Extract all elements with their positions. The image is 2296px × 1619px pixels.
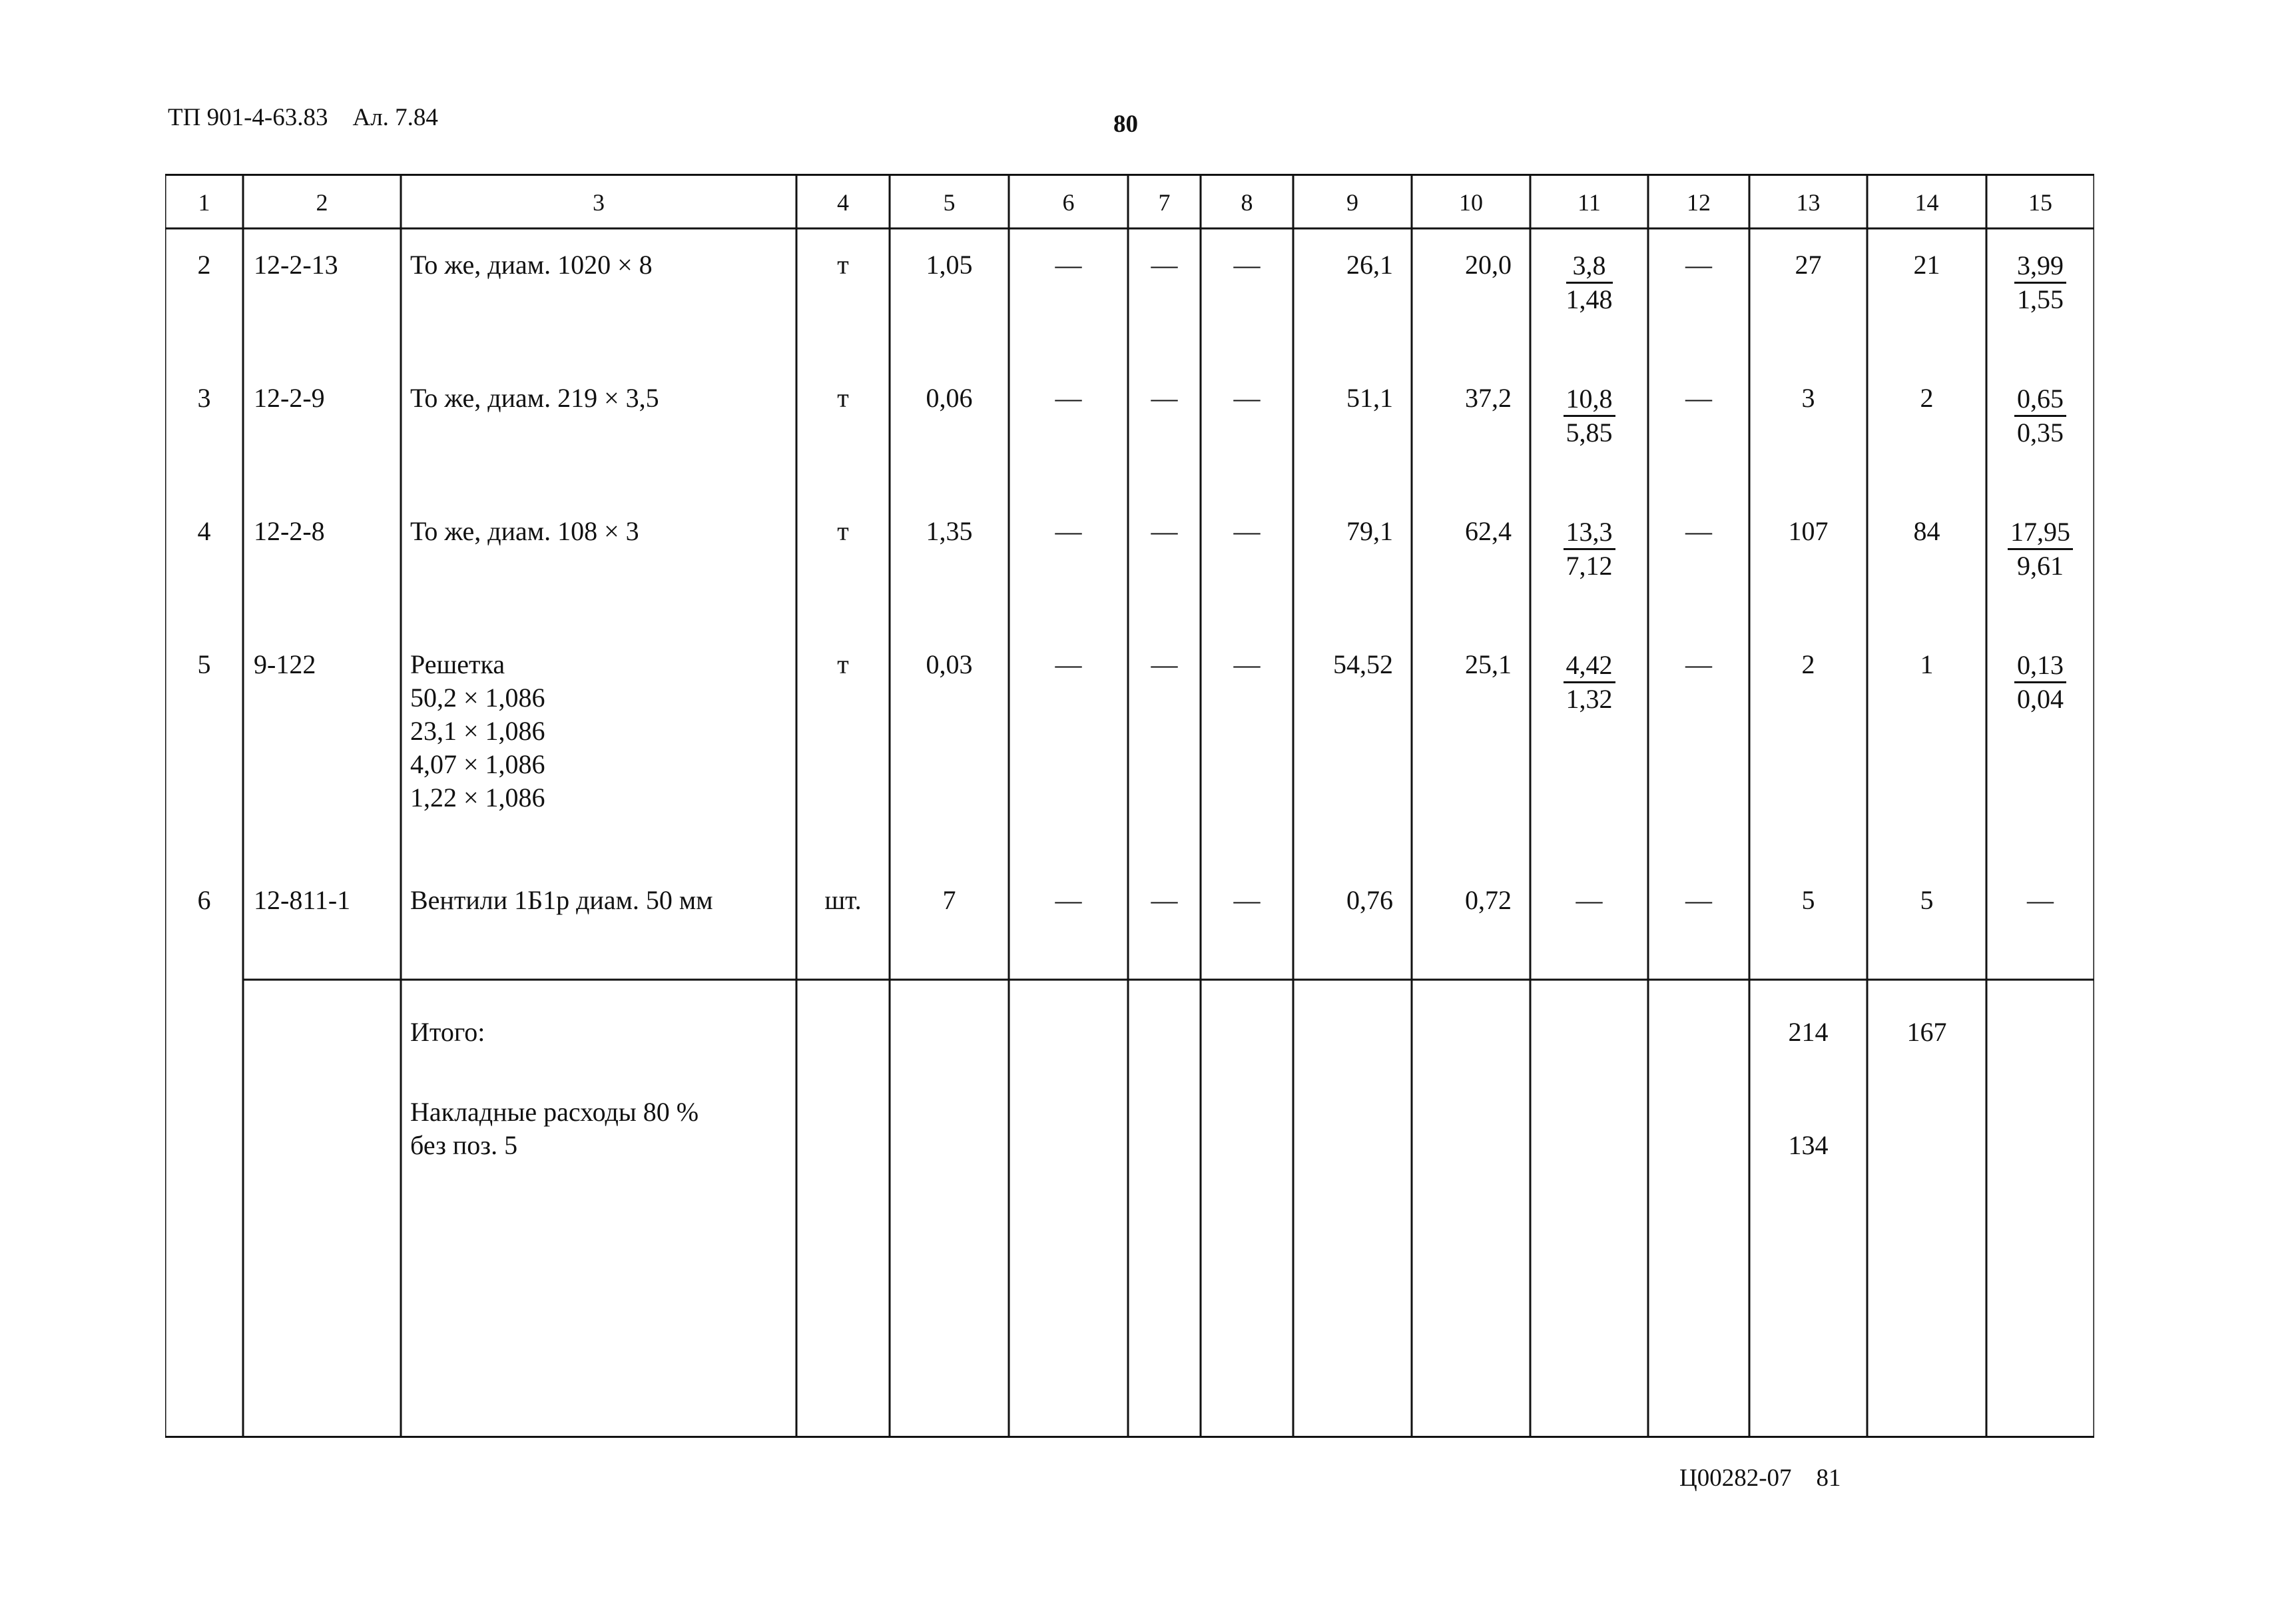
summary-col13: 214	[1788, 1017, 1829, 1047]
fraction-denominator: 0,35	[2017, 418, 2064, 448]
fraction-numerator: 4,42	[1564, 649, 1615, 683]
text-line: без поз. 5	[410, 1130, 518, 1160]
column-number-2: 2	[316, 189, 328, 216]
row-quantity: 7	[942, 885, 956, 915]
row-col11	[1530, 649, 1648, 715]
row-description	[410, 884, 713, 917]
fraction-numerator: 3,8	[1566, 250, 1613, 284]
footer-sheet: 81	[1816, 1464, 1841, 1492]
footer	[1679, 1464, 1841, 1492]
text-line: То же, диам. 108 × 3	[410, 516, 639, 546]
column-number-3: 3	[593, 189, 605, 216]
text-line: Накладные расходы 80 %	[410, 1097, 699, 1127]
row-col15	[1986, 383, 2094, 449]
fraction-numerator: 17,95	[2008, 516, 2073, 550]
row-col7: —	[1151, 885, 1178, 915]
row-col8: —	[1233, 516, 1261, 546]
row-col9: 51,1	[1346, 383, 1393, 413]
column-number-7: 7	[1158, 189, 1171, 216]
text-line: 23,1 × 1,086	[410, 716, 545, 746]
column-number-4: 4	[837, 189, 849, 216]
row-col14: 2	[1920, 383, 1934, 413]
row-col8: —	[1233, 383, 1261, 413]
row-unit: т	[837, 516, 849, 546]
estimate-table	[165, 174, 2094, 1438]
page-number: 80	[1113, 111, 1138, 138]
row-col10: 0,72	[1465, 885, 1512, 915]
row-col12: —	[1685, 250, 1712, 280]
doc-code: ТП 901-4-63.83	[168, 104, 328, 131]
row-col7: —	[1151, 649, 1178, 679]
text-line: Итого:	[410, 1017, 485, 1047]
row-quantity: 0,06	[926, 383, 973, 413]
fraction-denominator: 1,32	[1566, 684, 1613, 714]
fraction-numerator: 13,3	[1564, 516, 1615, 550]
text-line: Решетка	[410, 649, 505, 679]
row-col9: 54,52	[1333, 649, 1393, 679]
row-col10: 25,1	[1465, 649, 1512, 679]
row-col11	[1530, 250, 1648, 316]
summary-label	[410, 1096, 699, 1162]
row-position: 2	[197, 250, 211, 280]
row-quantity: 1,05	[926, 250, 973, 280]
column-number-1: 1	[198, 189, 210, 216]
column-number-11: 11	[1578, 189, 1601, 216]
row-col6: —	[1055, 516, 1082, 546]
row-col8: —	[1233, 649, 1261, 679]
row-col12: —	[1685, 516, 1712, 546]
column-number-13: 13	[1796, 189, 1821, 216]
fraction-denominator: 7,12	[1566, 551, 1613, 581]
row-unit: т	[837, 649, 849, 679]
fraction-denominator: 9,61	[2017, 551, 2064, 581]
row-col6: —	[1055, 383, 1082, 413]
row-description	[410, 515, 639, 548]
row-unit: шт.	[824, 885, 862, 915]
row-code: 12-2-9	[254, 383, 325, 413]
row-col15	[1986, 516, 2094, 582]
fraction	[1566, 250, 1613, 316]
album-ref: Ал. 7.84	[352, 104, 438, 131]
row-unit: т	[837, 383, 849, 413]
row-col10: 62,4	[1465, 516, 1512, 546]
column-number-8: 8	[1241, 189, 1253, 216]
row-col9: 79,1	[1346, 516, 1393, 546]
fraction	[1564, 649, 1615, 715]
column-number-12: 12	[1687, 189, 1711, 216]
row-col13: 2	[1801, 649, 1815, 679]
row-col14: 21	[1913, 250, 1940, 280]
row-col9: 0,76	[1346, 885, 1393, 915]
row-col12: —	[1685, 885, 1712, 915]
row-col11	[1530, 383, 1648, 449]
document-code	[168, 105, 438, 130]
row-unit: т	[837, 250, 849, 280]
row-col13: 3	[1801, 383, 1815, 413]
row-position: 6	[197, 885, 211, 915]
text-line: 1,22 × 1,086	[410, 783, 545, 812]
fraction-denominator: 1,48	[1566, 284, 1613, 314]
row-col14: 5	[1920, 885, 1934, 915]
row-description	[410, 382, 659, 415]
row-col12: —	[1685, 383, 1712, 413]
row-col7: —	[1151, 516, 1178, 546]
column-number-6: 6	[1062, 189, 1075, 216]
column-number-14: 14	[1914, 189, 1939, 216]
row-col13: 27	[1795, 250, 1822, 280]
fraction-numerator: 0,65	[2014, 383, 2066, 417]
column-number-10: 10	[1459, 189, 1483, 216]
row-col14: 84	[1913, 516, 1940, 546]
fraction	[2014, 649, 2066, 715]
row-col14: 1	[1920, 649, 1934, 679]
row-col13: 107	[1788, 516, 1829, 546]
row-code: 12-811-1	[254, 885, 351, 915]
column-number-9: 9	[1346, 189, 1358, 216]
row-col7: —	[1151, 250, 1178, 280]
fraction-numerator: 3,99	[2014, 250, 2066, 284]
row-col6: —	[1055, 649, 1082, 679]
row-code: 12-2-13	[254, 250, 338, 280]
fraction	[1564, 516, 1615, 582]
text-line: 50,2 × 1,086	[410, 683, 545, 713]
row-col7: —	[1151, 383, 1178, 413]
row-position: 4	[197, 516, 211, 546]
row-col10: 20,0	[1465, 250, 1512, 280]
row-col11	[1530, 516, 1648, 582]
footer-code: Ц00282-07	[1679, 1464, 1792, 1492]
row-col12: —	[1685, 649, 1712, 679]
fraction-numerator: 10,8	[1564, 383, 1615, 417]
text-line: То же, диам. 1020 × 8	[410, 250, 653, 280]
text-line: То же, диам. 219 × 3,5	[410, 383, 659, 413]
column-number-15: 15	[2028, 189, 2052, 216]
row-position: 5	[197, 649, 211, 679]
row-col8: —	[1233, 250, 1261, 280]
row-col8: —	[1233, 885, 1261, 915]
row-col6: —	[1055, 885, 1082, 915]
summary-label	[410, 1016, 485, 1049]
row-description	[410, 248, 653, 282]
row-col13: 5	[1801, 885, 1815, 915]
column-number-5: 5	[943, 189, 956, 216]
row-position: 3	[197, 383, 211, 413]
row-col15	[1986, 649, 2094, 715]
fraction	[2014, 383, 2066, 449]
fraction	[2008, 516, 2073, 582]
row-col15: —	[2027, 885, 2054, 915]
row-quantity: 1,35	[926, 516, 973, 546]
fraction-denominator: 1,55	[2017, 284, 2064, 314]
row-code: 12-2-8	[254, 516, 325, 546]
row-col15	[1986, 250, 2094, 316]
row-quantity: 0,03	[926, 649, 973, 679]
text-line: 4,07 × 1,086	[410, 749, 545, 779]
fraction-numerator: 0,13	[2014, 649, 2066, 683]
fraction	[2014, 250, 2066, 316]
row-col9: 26,1	[1346, 250, 1393, 280]
summary-col13: 134	[1788, 1130, 1829, 1160]
fraction-denominator: 0,04	[2017, 684, 2064, 714]
text-line: Вентили 1Б1р диам. 50 мм	[410, 885, 713, 915]
row-description	[410, 648, 545, 814]
summary-col14: 167	[1906, 1017, 1947, 1047]
row-col10: 37,2	[1465, 383, 1512, 413]
row-col6: —	[1055, 250, 1082, 280]
row-code: 9-122	[254, 649, 316, 679]
row-col11: —	[1576, 885, 1603, 915]
fraction	[1564, 383, 1615, 449]
fraction-denominator: 5,85	[1566, 418, 1613, 448]
